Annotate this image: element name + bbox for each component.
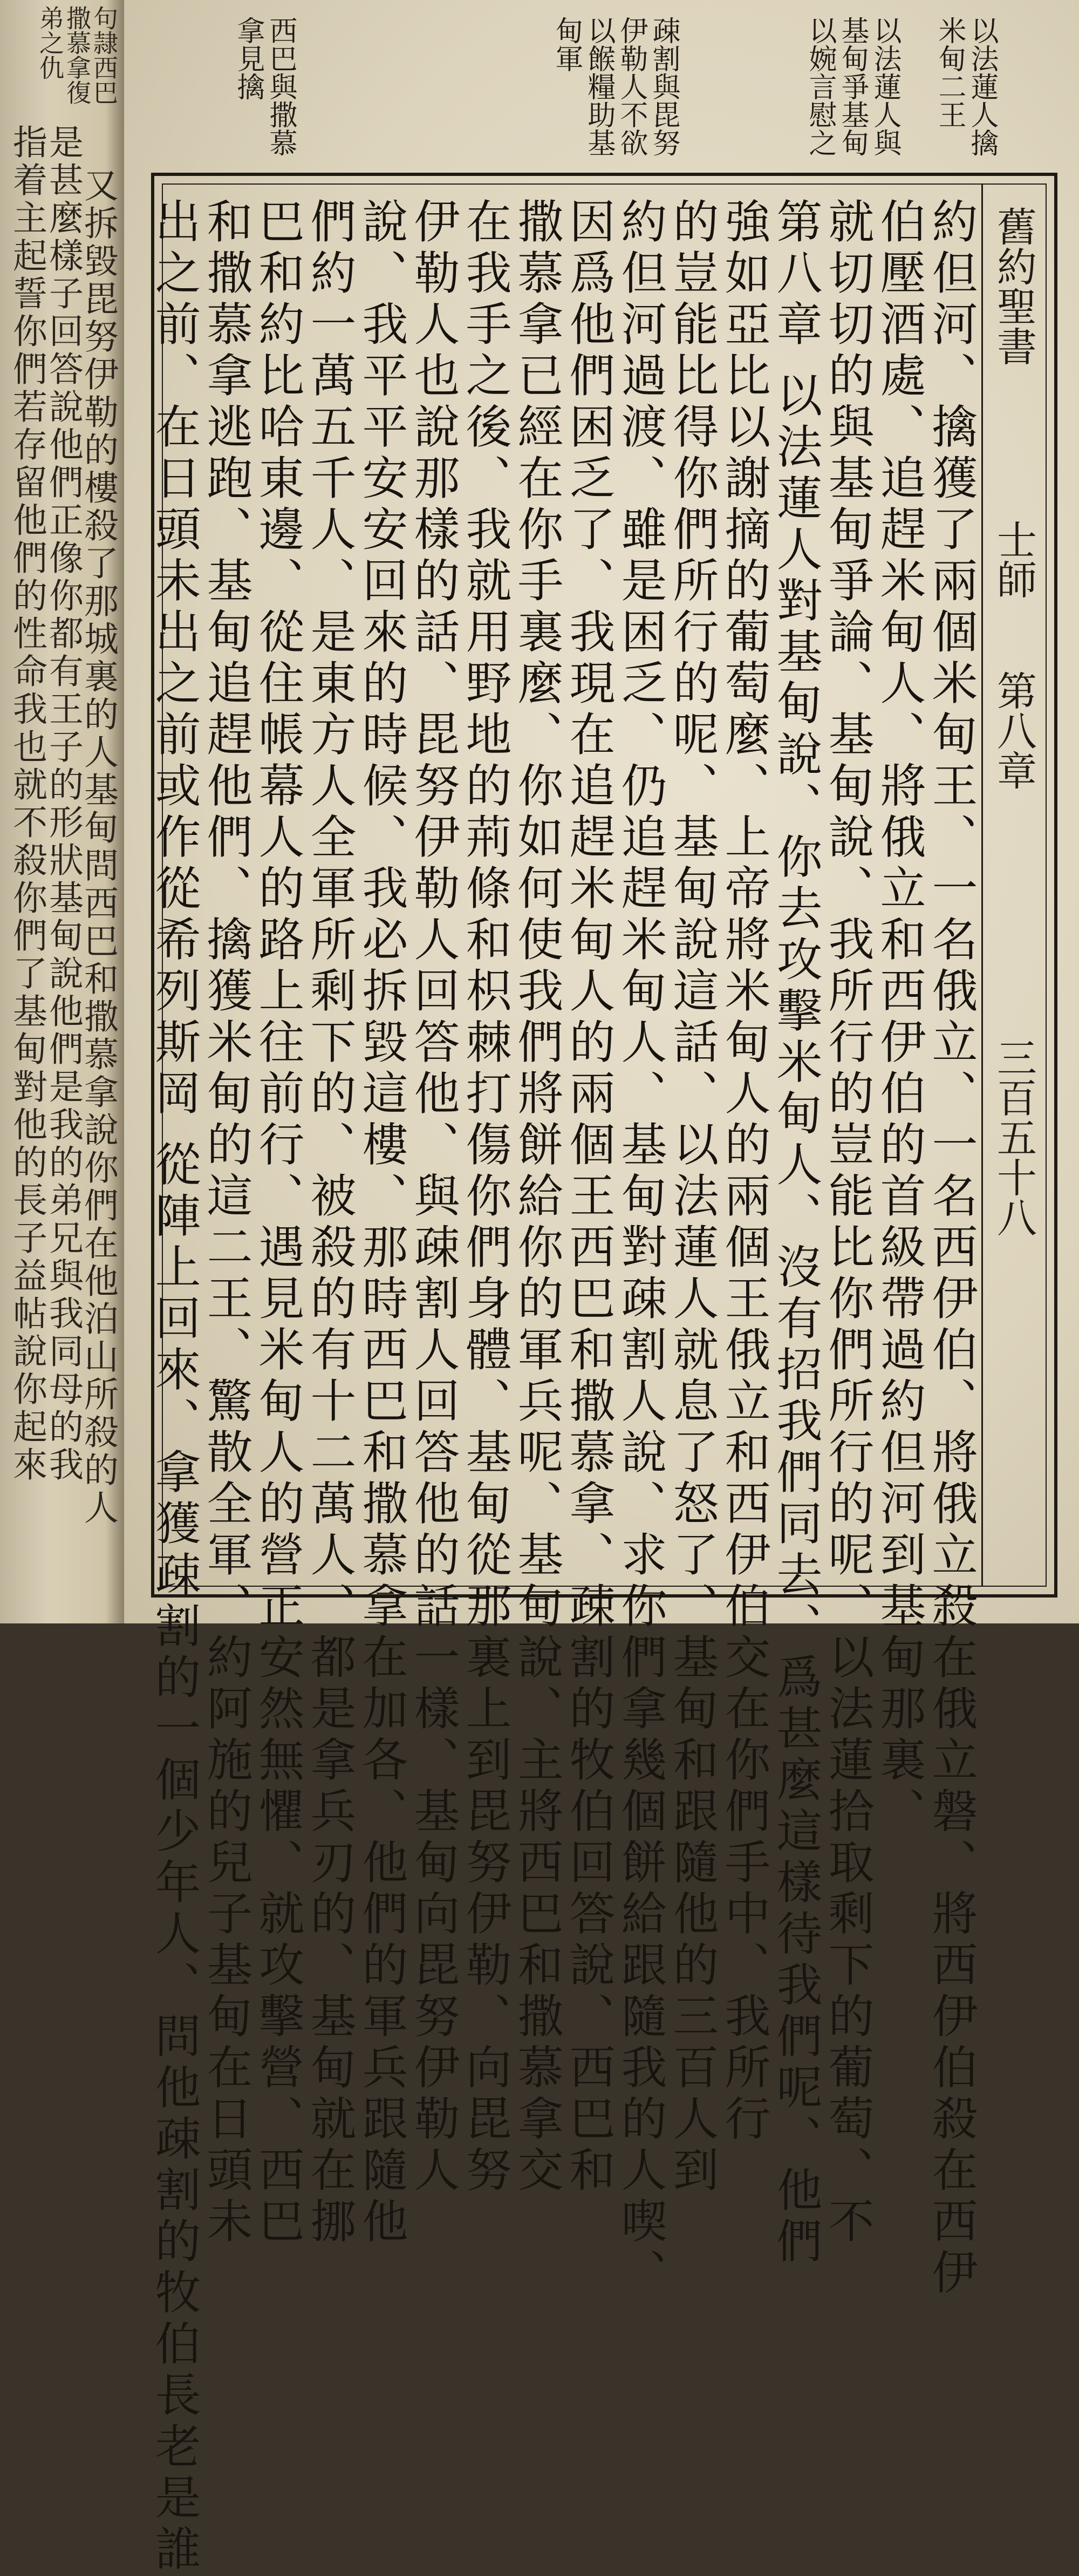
chapter-title: 第八章 <box>991 670 1037 790</box>
margin-note: 伊勒人不欲 <box>615 16 647 157</box>
margin-note: 以法蓮人與 <box>869 16 901 157</box>
margin-note: 基甸爭基甸 <box>836 16 869 157</box>
text-column: 撒慕拿已經在你手裏麼、你如何使我們將餅給你的軍兵呢、基甸說、主將西巴和撒慕拿交 <box>510 198 563 2197</box>
text-column: 因爲他們困乏了、我現在追趕米甸人的兩個王西巴和撒慕拿、疎割的牧伯回答說、西巴和 <box>562 198 615 2197</box>
scripture-body <box>147 185 983 2576</box>
text-column: 強如亞比以謝摘的葡萄麼、上帝將米甸人的兩個王俄立和西伊伯交在你們手中、我所行 <box>717 198 770 2146</box>
text-column: 伊勒人也說那樣的話、毘努伊勒人回答他、與疎割人回答他的話一樣、基甸向毘努伊勒人 <box>406 198 460 2197</box>
margin-note: 以法蓮人擒 <box>966 16 998 157</box>
text-column: 伯壓酒處、追趕米甸人、將俄立和西伊伯的首級帶過約但河到基甸那裏、 <box>872 198 926 1838</box>
margin-note: 拿見擒 <box>232 16 264 100</box>
left-margin-note: 撒慕拿復 <box>63 5 92 105</box>
text-column: 第八章 以法蓮人對基甸說、你去攻擊米甸人、沒有招我們同去、爲甚麼這樣待我們呢、他們 <box>769 198 822 2269</box>
left-page-column: 是甚麼樣子回答說他們正像你都有王子的形狀基甸說他們是我的弟兄與我同母的我 <box>43 124 83 1484</box>
margin-note: 西巴與撒慕 <box>264 16 297 157</box>
margin-note: 疎割與毘努 <box>647 16 680 157</box>
margin-note: 米甸二王 <box>933 16 966 128</box>
text-column: 約但河過渡、雖是困乏、仍追趕米甸人、基甸對疎割人說、求你們拿幾個餅給跟隨我的人喫、 <box>613 198 667 2300</box>
left-margin-note: 弟之仇 <box>36 5 65 80</box>
text-column: 說、我平平安安回來的時候、我必拆毀這樓、那時西巴和撒慕拿在加各、他們的軍兵跟隨他 <box>354 198 408 2248</box>
left-page-column: 指着主起誓你們若存留他們的性命我也就不殺你們了基甸對他的長子益帖說你起來 <box>7 124 47 1484</box>
margin-note: 甸軍 <box>550 16 583 72</box>
text-frame <box>147 173 1057 2576</box>
text-column: 們約一萬五千人、是東方人全軍所剩下的、被殺的有十二萬人、都是拿兵刃的、基甸就在挪 <box>303 198 356 2248</box>
text-column: 和撒慕拿逃跑、基甸追趕他們、擒獲米甸的這二王、驚散全軍、約阿施的兒子基甸在日頭未 <box>199 198 252 2248</box>
left-page-column: 又拆毀毘努伊勒的樓殺了那城裏的人基甸問西巴和撒慕拿說你們在他泊山所殺的人 <box>78 167 118 1527</box>
text-column: 就切切的與基甸爭論、基甸說、我所行的豈能比你們所行的呢、以法蓮拾取剩下的葡萄、不 <box>821 198 874 2248</box>
margin-note: 以餱糧助基 <box>583 16 615 157</box>
text-column: 約但河、擒獲了兩個米甸王、一名俄立、一名西伊伯、將俄立殺在俄立磐、將西伊伯殺在西伊 <box>924 198 978 2300</box>
text-column: 巴和約比哈東邊、從住帳幕人的路上往前行、遇見米甸人的營正安然無懼、就攻擊營、西巴 <box>251 198 304 2248</box>
margin-note: 以婉言慰之 <box>804 16 836 157</box>
text-column: 在我手之後、我就用野地的荊條和枳棘打傷你們身體、基甸從那裏上到毘努伊勒、向毘努 <box>458 198 511 2197</box>
running-header <box>981 185 1046 1586</box>
main-page <box>124 0 1079 2576</box>
page-number: 三百五十八 <box>991 1037 1037 1237</box>
book-title: 舊約聖書 <box>991 206 1037 366</box>
adjacent-page <box>0 0 124 1623</box>
section-title: 士師 <box>991 519 1037 599</box>
margin-notes <box>156 16 998 178</box>
left-margin-note: 句隷西巴 <box>90 5 119 105</box>
inner-border <box>147 183 1047 2576</box>
text-column: 的豈能比得你們所行的呢、基甸說這話、以法蓮人就息了怒了、基甸和跟隨他的三百人到 <box>665 198 719 2197</box>
text-column: 出之前、在日頭未出之前或作從希列斯岡 從陣上回來、拿獲疎割的一個少年人、問他疎割的牧伯長老是誰 <box>147 198 201 2576</box>
